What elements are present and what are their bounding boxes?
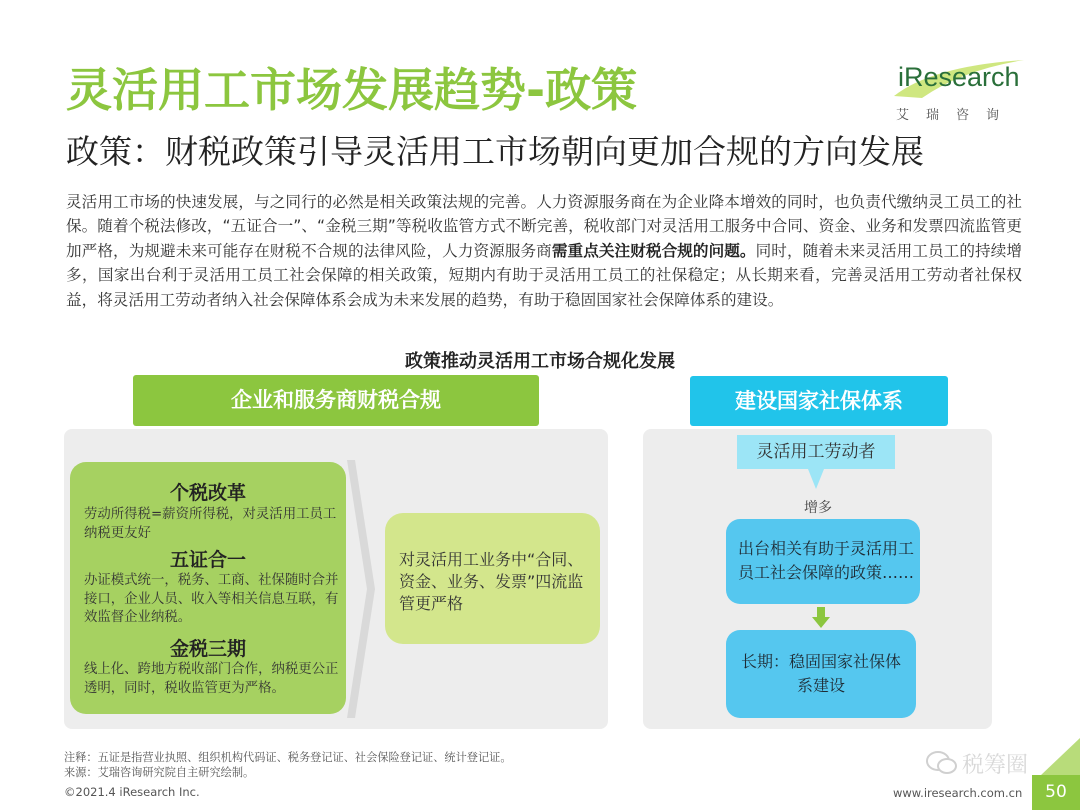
para-bold: 需重点关注财税合规的问题。 <box>551 241 756 260</box>
website: www.iresearch.com.cn <box>893 786 1023 800</box>
long-term-box <box>726 630 916 718</box>
note-text: 注释：五证是指营业执照、组织机构代码证、税务登记证、社会保险登记证、统计登记证。 <box>64 751 512 764</box>
arrow-down-icon <box>812 607 830 629</box>
copyright: ©2021.4 iResearch Inc. <box>64 785 200 799</box>
diagram-title: 政策推动灵活用工市场合规化发展 <box>405 351 675 372</box>
tax-reform-box <box>70 462 346 714</box>
arrow-down-icon <box>808 469 824 491</box>
intro-paragraph <box>66 190 1022 312</box>
item-heading: 个税改革 <box>169 482 246 504</box>
item-text: 线上化、跨地方税收部门合作，纳税更公正透明，同时，税收监管更为严格。 <box>84 662 339 696</box>
chevron-right-icon <box>345 460 375 718</box>
flexible-workers-box: 灵活用工劳动者 <box>737 435 895 469</box>
wechat-icon <box>926 750 958 776</box>
four-flow-regulation-box <box>385 513 600 644</box>
page-number: 50 <box>1032 775 1080 810</box>
logo-subtext: 艾瑞咨询 <box>896 108 1017 123</box>
policy-box <box>726 519 920 604</box>
logo-text: iResearch <box>898 62 1020 92</box>
footnotes <box>64 750 512 780</box>
iresearch-logo <box>892 58 1032 128</box>
item-heading: 金税三期 <box>169 638 246 660</box>
policy-box-text: 出台相关有助于灵活用工员工社会保障的政策…… <box>738 539 915 582</box>
item-text: 劳动所得税=薪资所得税，对灵活用工员工纳税更友好 <box>84 507 337 541</box>
long-term-box-text: 长期：稳固国家社保体系建设 <box>740 652 901 695</box>
left-panel-header: 企业和服务商财税合规 <box>133 375 539 426</box>
para-part-2: 同时，随着未来灵活用工员工的持续增多，国家出台利于灵活用工员工社会保障的相关政策，短期内有助于灵活用工员工的社保稳定；从长期来看，完善灵活用工劳动者社保权益，将灵活用工劳动者纳入社会保障体系会成为未来发展的趋势，有助于稳固国家社会保障体系的建设。 <box>66 241 1022 309</box>
page-subtitle: 政策：财税政策引导灵活用工市场朝向更加合规的方向发展 <box>66 132 924 171</box>
increase-label: 增多 <box>804 500 832 516</box>
mid-box-text: 对灵活用工业务中“合同、资金、业务、发票”四流监管更严格 <box>399 550 584 613</box>
page-title: 灵活用工市场发展趋势-政策 <box>66 63 638 117</box>
source-text: 来源：艾瑞咨询研究院自主研究绘制。 <box>64 766 255 779</box>
para-part-1: 灵活用工市场的快速发展，与之同行的必然是相关政策法规的完善。人力资源服务商在为企业降本增效的同时，也负责代缴纳灵工员工的社保。随着个税法修改，“五证合一”、“金税三期”等税收监管方式不断完善，税收部门对灵活用工服务中合同、资金、业务和发票四流监管更加严格，为规避未来可能存在财税不合规的法律风险，人力资源服务商 <box>66 193 1022 260</box>
right-panel-header: 建设国家社保体系 <box>690 376 948 426</box>
item-text: 办证模式统一，税务、工商、社保随时合并接口，企业人员、收入等相关信息互联，有效监督企业纳税。 <box>84 573 339 625</box>
watermark-text: 税筹圈 <box>962 753 1029 778</box>
item-heading: 五证合一 <box>169 549 246 571</box>
corner-decoration-icon <box>1040 738 1080 776</box>
